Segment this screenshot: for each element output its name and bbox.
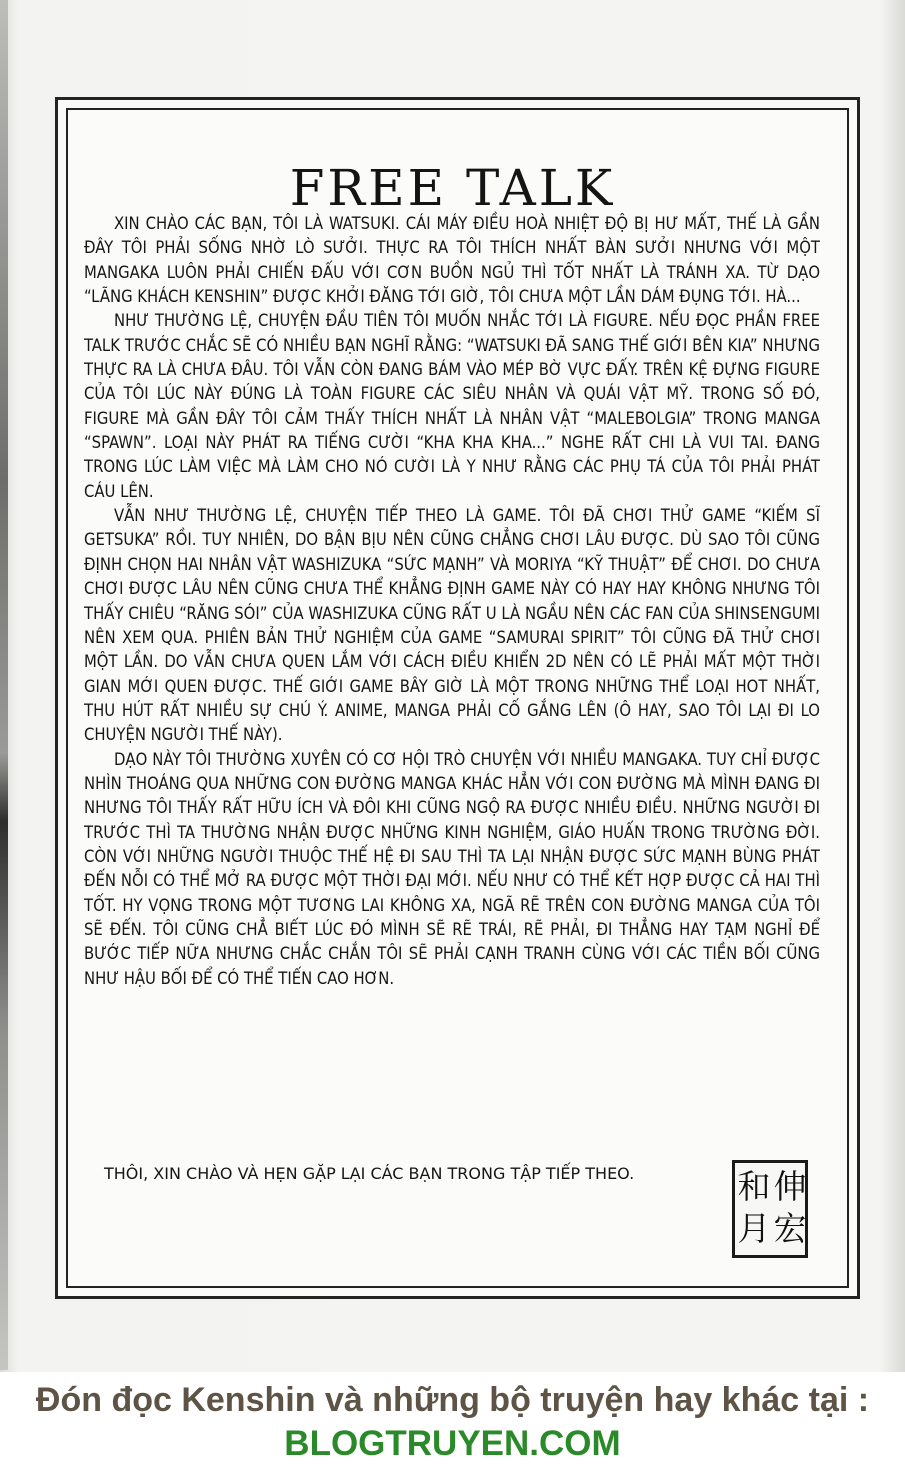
paragraph: VẪN NHƯ THƯỜNG LỆ, CHUYỆN TIẾP THEO LÀ GAME. TÔI ĐÃ CHƠI THỬ GAME “KIẾM SĨ GETSUKA” RỒI. TUY NHIÊN, DO BẬN BỊU NÊN CŨNG CHẲNG CHƠI LÂU ĐƯỢC. DÙ SAO TÔI CŨNG ĐỊNH CHỌN HAI NHÂN VẬT WASHIZUKA “SỨC MẠNH” VÀ MORIYA “KỸ THUẬT” ĐỂ CHƠI. DO CHƯA CHƠI ĐƯỢC LÂU NÊN CŨNG CHƯA THỂ KHẲNG ĐỊNH GAME NÀY CÓ HAY HAY KHÔNG NHƯNG TÔI THẤY CHIÊU “RĂNG SÓI” CỦA WASHIZUKA CŨNG RẤT U LÀ NGẦU NÊN CÁC FAN CỦA SHINSENGUMI NÊN XEM QUA. PHIÊN BẢN THỬ NGHIỆM CỦA GAME “SAMURAI SPIRIT” TÔI CŨNG ĐÃ THỬ CHƠI MỘT LẦN. DO VẪN CHƯA QUEN LẮM VỚI CÁCH ĐIỀU KHIỂN 2D NÊN CÓ LẼ PHẢI MẤT MỘT THỜI GIAN MỚI QUEN ĐƯỢC. THẾ GIỚI GAME BÂY GIỜ LÀ MỘT TRONG NHỮNG THỂ LOẠI HOT NHẤT, THU HÚT RẤT NHIỀU SỰ CHÚ Ý. ANIME, MANGA PHẢI CỐ GẮNG LÊN (Ô HAY, SAO TÔI LẠI ĐI LO CHUYỆN NGƯỜI THẾ NÀY). bbox=[84, 506, 820, 745]
paragraph: XIN CHÀO CÁC BẠN, TÔI LÀ WATSUKI. CÁI MÁY ĐIỀU HOÀ NHIỆT ĐỘ BỊ HƯ MẤT, THẾ LÀ GẦN ĐÂY TÔI PHẢI SỐNG NHỜ LÒ SƯỞI. THỰC RA TÔI THÍCH NHẤT BÀN SƯỞI NHƯNG VỚI MỘT MANGAKA LUÔN PHẢI CHIẾN ĐẤU VỚI CƠN BUỒN NGỦ THÌ TỐT NHẤT LÀ TRÁNH XA. TỪ DẠO “LÃNG KHÁCH KENSHIN” ĐƯỢC KHỞI ĐĂNG TỚI GIỜ, TÔI CHƯA MỘT LẦN DÁM ĐỤNG TỚI. HÀ... bbox=[84, 214, 820, 307]
seal-char: 伸 bbox=[773, 1167, 807, 1206]
article-title: FREE TALK bbox=[289, 159, 616, 217]
paragraph: DẠO NÀY TÔI THƯỜNG XUYÊN CÓ CƠ HỘI TRÒ CHUYỆN VỚI NHIỀU MANGAKA. TUY CHỈ ĐƯỢC NHÌN THOÁNG QUA NHỮNG CON ĐƯỜNG MANGA KHÁC HẲN VỚI CON ĐƯỜNG MÀ MÌNH ĐANG ĐI NHƯNG TÔI THẤY RẤT HỮU ÍCH VÀ ĐÔI KHI CŨNG NGỘ RA ĐƯỢC NHIỀU ĐIỀU. NHỮNG NGƯỜI ĐI TRƯỚC THÌ TA THƯỜNG NHẬN ĐƯỢC NHỮNG KINH NGHIỆM, GIÁO HUẤN TRONG TRƯỜNG ĐỜI. CÒN VỚI NHỮNG NGƯỜI THUỘC THẾ HỆ ĐI SAU THÌ TA LẠI NHẬN ĐƯỢC SỨC MẠNH BÙNG PHÁT ĐẾN NỖI CÓ THỂ MỞ RA ĐƯỢC MỘT THỜI ĐẠI MỚI. NẾU NHƯ CÓ THỂ KẾT HỢP ĐƯỢC CẢ HAI THÌ TỐT. HY VỌNG TRONG MỘT TƯƠNG LAI KHÔNG XA, NGÃ RẼ TRÊN CON ĐƯỜNG MANGA CỦA TÔI SẼ ĐẾN. TÔI CŨNG CHẲ BIẾT LÚC ĐÓ MÌNH SẼ RẼ TRÁI, RẼ PHẢI, ĐI THẲNG HAY TẠM NGHỈ ĐỂ BƯỚC TIẾP NỮA NHƯNG CHẮC CHẮN TÔI SẼ PHẢI CẠNH TRANH CÙNG VỚI CÁC TIỀN BỐI CŨNG NHƯ HẬU BỐI ĐỂ CÓ THỂ TIẾN CAO HƠN. bbox=[84, 749, 820, 988]
footer-site-link[interactable]: BLOGTRUYEN.COM bbox=[284, 1424, 621, 1463]
seal-char: 月 bbox=[737, 1209, 771, 1248]
article-body bbox=[84, 212, 820, 991]
paragraph: NHƯ THƯỜNG LỆ, CHUYỆN ĐẦU TIÊN TÔI MUỐN NHẮC TỚI LÀ FIGURE. NẾU ĐỌC PHẦN FREE TALK TRƯỚC CHẮC SẼ CÓ NHIỀU BẠN NGHĨ RẰNG: “WATSUKI ĐÃ SANG THẾ GIỚI BÊN KIA” NHƯNG THỰC RA LÀ CHƯA ĐÂU. TÔI VẪN CÒN ĐANG BÁM VÀO MÉP BỜ VỰC ĐẤY. TRÊN KỆ ĐỰNG FIGURE CỦA TÔI LÚC NÀY ĐÚNG LÀ TOÀN FIGURE CÁC SIÊU NHÂN VÀ QUÁI VẬT MỸ. TRONG SỐ ĐÓ, FIGURE MÀ GẦN ĐÂY TÔI CẢM THẤY THÍCH NHẤT LÀ NHÂN VẬT “MALEBOLGIA” TRONG MANGA “SPAWN”. LOẠI NÀY PHÁT RA TIẾNG CƯỜI “KHA KHA KHA...” NGHE RẤT CHI LÀ VUI TAI. ĐANG TRONG LÚC LÀM VIỆC MÀ LÀM CHO NÓ CƯỜI LÀ Y NHƯ RẰNG CÁC PHỤ TÁ CỦA TÔI PHẢI PHÁT CÁU LÊN. bbox=[84, 311, 820, 501]
author-seal bbox=[732, 1160, 808, 1258]
seal-char: 宏 bbox=[773, 1209, 807, 1248]
closing-line: THÔI, XIN CHÀO VÀ HẸN GẶP LẠI CÁC BẠN TRONG TẬP TIẾP THEO. bbox=[104, 1164, 635, 1183]
seal-char: 和 bbox=[737, 1167, 771, 1206]
footer-promo-text: Đón đọc Kenshin và những bộ truyện hay khác tại : bbox=[35, 1381, 870, 1419]
